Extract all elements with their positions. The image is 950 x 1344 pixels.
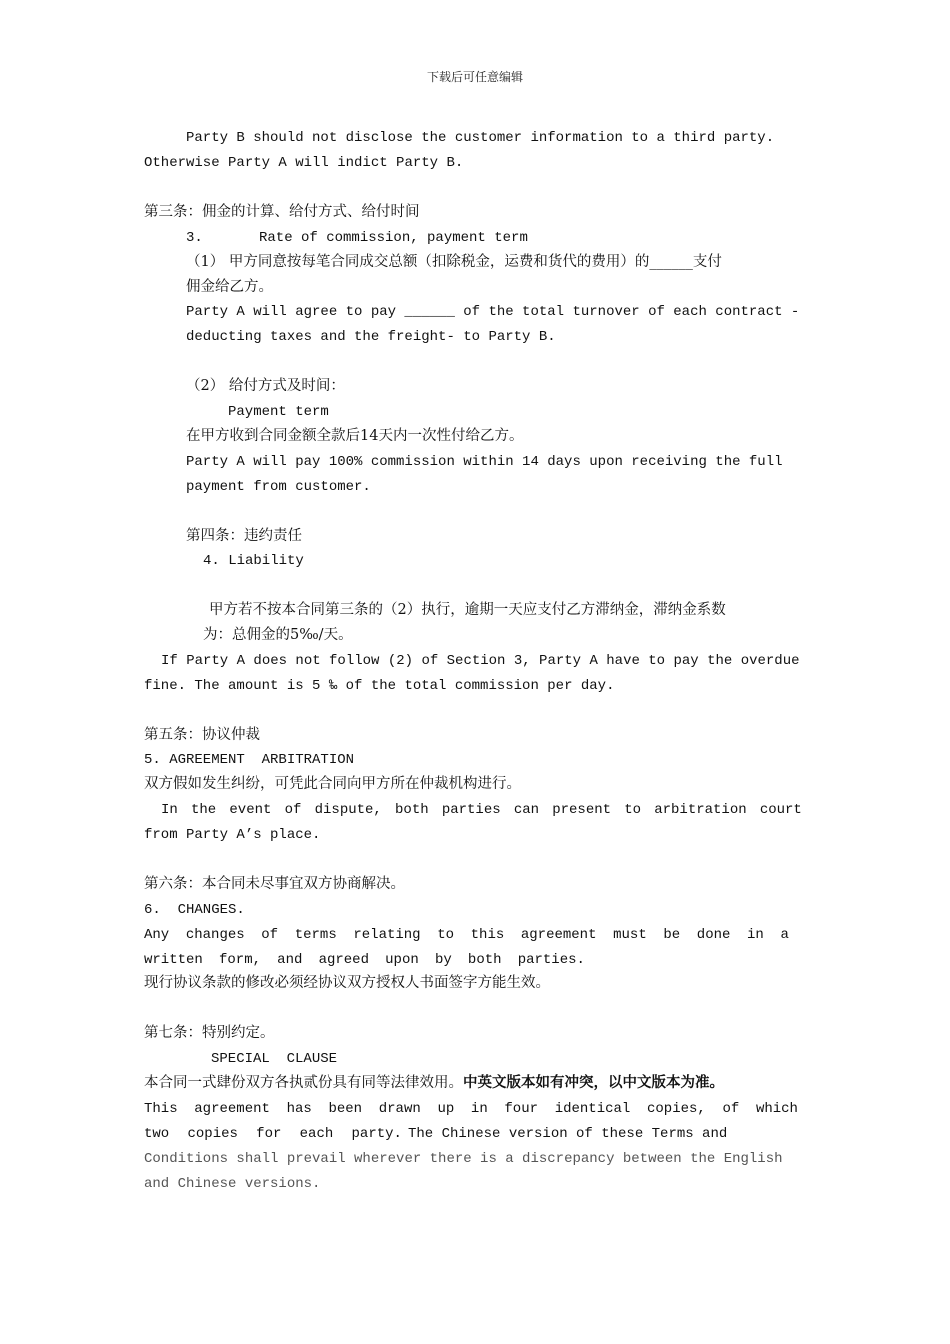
word: changes bbox=[185, 927, 245, 943]
clause4-title-en: 4. Liability bbox=[203, 553, 304, 569]
clause7-cn-body-normal: 本合同一式肆份双方各执贰份具有同等法律效用。 bbox=[144, 1075, 463, 1091]
word: this bbox=[470, 927, 505, 943]
word: dispute, bbox=[314, 802, 382, 818]
clause5-cn-body: 双方假如发生纠纷，可凭此合同向甲方所在仲裁机构进行。 bbox=[144, 776, 521, 792]
word: In bbox=[161, 802, 178, 818]
word: present bbox=[552, 802, 612, 818]
word: up bbox=[437, 1101, 455, 1117]
word: a bbox=[780, 927, 789, 943]
clause6-en-line2 bbox=[144, 951, 585, 969]
word: of bbox=[722, 1101, 740, 1117]
word: in bbox=[470, 1101, 488, 1117]
clause7-en-line2-words bbox=[144, 1125, 402, 1143]
clause4-title-cn: 第四条：违约责任 bbox=[186, 528, 302, 544]
word: done bbox=[696, 927, 731, 943]
clause3-item2-cn-body: 在甲方收到合同金额全款后14天内一次性付给乙方。 bbox=[186, 428, 524, 444]
clause3-item1-en-line1: Party A will agree to pay ______ of the total turnover of each contract - bbox=[186, 304, 800, 320]
clause7-en-line3: Conditions shall prevail wherever there is a discrepancy between the English bbox=[144, 1151, 783, 1167]
clause3-number: 3. bbox=[186, 230, 203, 246]
clause4-cn-line2: 为：总佣金的5‰/天。 bbox=[203, 627, 353, 643]
clause7-cn-body-bold: 中英文版本如有冲突，以中文版本为准。 bbox=[463, 1074, 724, 1091]
clause7-en-line4: and Chinese versions. bbox=[144, 1176, 321, 1192]
clause7-title-en: SPECIAL CLAUSE bbox=[211, 1051, 338, 1067]
word: copies, bbox=[646, 1101, 706, 1117]
word: to bbox=[437, 927, 455, 943]
clause6-title-cn: 第六条：本合同未尽事宜双方协商解决。 bbox=[144, 876, 405, 892]
word: each bbox=[299, 1126, 334, 1142]
word: parties. bbox=[517, 952, 585, 968]
clause5-title-cn: 第五条：协议仲裁 bbox=[144, 727, 260, 743]
word: court bbox=[759, 802, 802, 818]
word: two bbox=[144, 1126, 170, 1142]
clause3-item2-cn: （2） 给付方式及时间： bbox=[186, 378, 345, 394]
word: which bbox=[755, 1101, 798, 1117]
word: agreement bbox=[194, 1101, 270, 1117]
clause3-item1-en-line2: deducting taxes and the freight- to Party B. bbox=[186, 329, 556, 345]
page-header: 下载后可任意编辑 bbox=[426, 70, 523, 84]
clause6-en-line1 bbox=[144, 926, 789, 944]
word: copies bbox=[187, 1126, 238, 1142]
clause4-cn-line1: 甲方若不按本合同第三条的（2）执行，逾期一天应支付乙方滞纳金，滞纳金系数 bbox=[209, 602, 726, 618]
word: parties bbox=[441, 802, 501, 818]
clause7-en-line2-tail: The Chinese version of these Terms and bbox=[408, 1126, 728, 1142]
word: the bbox=[191, 802, 217, 818]
word: by bbox=[434, 952, 452, 968]
clause5-en-line2: from Party A’s place. bbox=[144, 827, 321, 843]
clause6-cn-body: 现行协议条款的修改必须经协议双方授权人书面签字方能生效。 bbox=[144, 975, 550, 991]
clause3-title-en: Rate of commission, payment term bbox=[259, 230, 528, 246]
word: agreement bbox=[520, 927, 597, 943]
word: and bbox=[277, 952, 303, 968]
word: can bbox=[513, 802, 540, 818]
word: both bbox=[395, 802, 429, 818]
word: been bbox=[328, 1101, 363, 1117]
clause4-en-line1: If Party A does not follow (2) of Section 3, Party A have to pay the overdue bbox=[161, 653, 800, 669]
word: event bbox=[229, 802, 272, 818]
word: agreed bbox=[318, 952, 369, 968]
word: of bbox=[284, 802, 302, 818]
word: terms bbox=[294, 927, 337, 943]
word: Any bbox=[144, 927, 170, 943]
clause5-en-line1 bbox=[161, 801, 802, 819]
clause2-en-line1: Party B should not disclose the customer information to a third party. bbox=[186, 130, 775, 146]
clause7-title-cn: 第七条：特别约定。 bbox=[144, 1025, 275, 1041]
word: upon bbox=[385, 952, 419, 968]
clause7-cn-body bbox=[144, 1074, 724, 1092]
clause4-en-line2: fine. The amount is 5 ‰ of the total commission per day. bbox=[144, 678, 615, 694]
clause5-title-en: 5. AGREEMENT ARBITRATION bbox=[144, 752, 355, 768]
clause6-title-en: 6. CHANGES. bbox=[144, 902, 245, 918]
clause7-en-line1 bbox=[144, 1100, 798, 1118]
word: relating bbox=[353, 927, 421, 943]
clause2-en-line2: Otherwise Party A will indict Party B. bbox=[144, 155, 464, 171]
word: four bbox=[504, 1101, 539, 1117]
clause7-en-line2 bbox=[144, 1125, 727, 1143]
word: drawn bbox=[378, 1101, 421, 1117]
word: both bbox=[467, 952, 502, 968]
word: written bbox=[144, 952, 203, 968]
word: for bbox=[256, 1126, 282, 1142]
clause3-item2-en-line1: Party A will pay 100% commission within 14 days upon receiving the full bbox=[186, 454, 783, 470]
word: to bbox=[624, 802, 642, 818]
word: form, bbox=[218, 952, 261, 968]
word: be bbox=[663, 927, 681, 943]
word: party. bbox=[351, 1126, 402, 1142]
clause3-item1-cn-line1: （1） 甲方同意按每笔合同成交总额（扣除税金，运费和货代的费用）的______支付 bbox=[186, 254, 722, 270]
clause3-item1-cn-line2: 佣金给乙方。 bbox=[186, 279, 273, 295]
word: must bbox=[613, 927, 647, 943]
word: identical bbox=[554, 1101, 631, 1117]
word: arbitration bbox=[654, 802, 747, 818]
word: of bbox=[261, 927, 279, 943]
word: has bbox=[286, 1101, 312, 1117]
clause3-item2-en-line2: payment from customer. bbox=[186, 479, 371, 495]
clause3-item2-en: Payment term bbox=[228, 404, 329, 420]
word: in bbox=[747, 927, 764, 943]
word: This bbox=[144, 1101, 178, 1117]
clause3-title-cn: 第三条：佣金的计算、给付方式、给付时间 bbox=[144, 204, 420, 220]
